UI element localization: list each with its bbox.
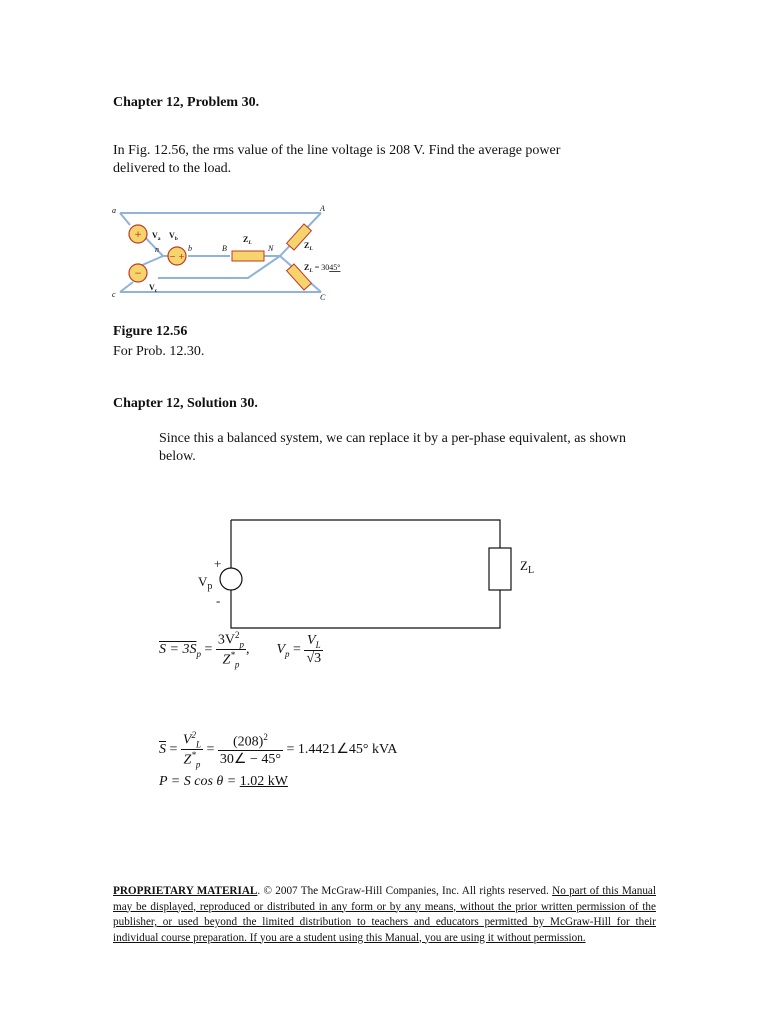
svg-text:−: − xyxy=(134,269,142,279)
label-N: N xyxy=(268,244,274,253)
label-zl-middle: $Z_L$ xyxy=(243,235,252,246)
label-vb: $V_b$ xyxy=(169,231,178,242)
label-b: b xyxy=(188,244,192,253)
equation-average-power: P = S cos θ = 1.02 kW xyxy=(159,774,288,789)
vp-minus: - xyxy=(216,593,221,608)
label-zl-upper: $Z_L$ xyxy=(304,241,313,252)
equation-apparent-power: $\overline{S}$ = $\frac{V^2_L}{Z^*_p}$ = $\frac{(208)^2}{30\angle - 45^\circ}$ = 1.4421∠45° kVA xyxy=(159,730,398,770)
label-A: A xyxy=(320,204,325,213)
zl-middle-resistor xyxy=(232,251,264,261)
vp-source xyxy=(220,568,242,590)
zl-resistor xyxy=(489,548,511,590)
figure-caption: For Prob. 12.30. xyxy=(113,344,205,359)
problem-text: In Fig. 12.56, the rms value of the line voltage is 208 V. Find the average power delivered to the load. xyxy=(113,143,561,176)
per-phase-circuit xyxy=(190,508,550,638)
vp-label: $V_p$ xyxy=(198,574,213,592)
label-B: B xyxy=(222,244,227,253)
label-vc: $V_c$ xyxy=(149,283,158,294)
svg-text:+: + xyxy=(134,230,142,240)
equation-complex-power: $S = 3S_p$ = $\frac{3V^2_p}{Z^*_p}$ , $V_p$ = $\frac{V_L}{√3}$ xyxy=(159,630,322,670)
label-va: $V_a$ xyxy=(152,231,161,242)
zl-label: $Z_L$ xyxy=(520,558,535,576)
source-va xyxy=(129,225,147,243)
label-n: n xyxy=(155,245,159,254)
proprietary-footer: PROPRIETARY MATERIAL. © 2007 The McGraw-Hill Companies, Inc. All rights reserved. No part of this Manual may be displayed, reproduced or distributed in any form or by any means, without the prior written permission of the publisher, or used beyond the limited distribution to teachers and educators permitted by McGraw-Hill for their individual course preparation. If you are a student using this Manual, you are using it without permission. xyxy=(113,885,657,944)
source-vc xyxy=(129,264,147,282)
problem-heading: Chapter 12, Problem 30. xyxy=(113,95,260,110)
figure-title: Figure 12.56 xyxy=(113,324,188,339)
solution-heading: Chapter 12, Solution 30. xyxy=(113,396,258,411)
label-zl-value: $Z_L = 3045^\circ$ xyxy=(304,263,341,274)
label-c: c xyxy=(112,290,116,299)
vp-plus: + xyxy=(214,556,222,571)
three-phase-circuit-figure xyxy=(108,200,378,304)
answer-value: 1.02 kW xyxy=(239,774,288,789)
svg-text:− +: − + xyxy=(169,252,185,261)
label-C: C xyxy=(320,293,326,302)
source-vb xyxy=(168,247,186,265)
label-a: a xyxy=(112,206,116,215)
solution-text: Since this a balanced system, we can replace it by a per-phase equivalent, as shown below. xyxy=(159,431,626,464)
